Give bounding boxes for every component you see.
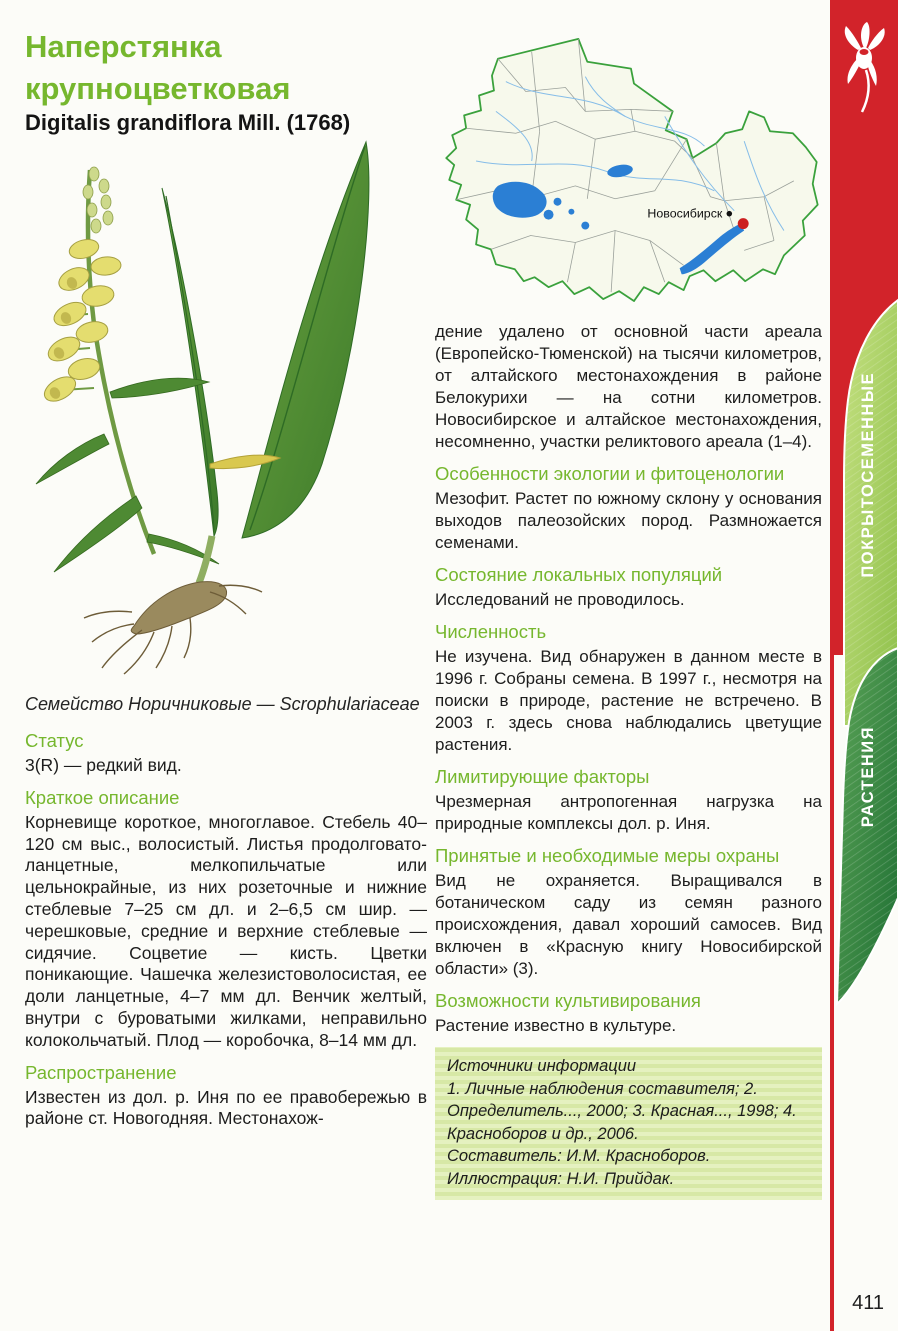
latin-name: Digitalis grandiflora Mill. (1768) <box>25 110 351 135</box>
section-heading-cultivation: Возможности культивирования <box>435 990 701 1011</box>
page-number: 411 <box>852 1292 884 1314</box>
plant-illustration <box>14 134 426 692</box>
location-marker-icon <box>738 218 749 229</box>
lower-stem <box>199 536 212 583</box>
section-body-distribution: Известен из дол. р. Иня по ее правобережью в районе ст. Новогодняя. Местонахож- <box>25 1086 427 1129</box>
section-body-limiting-factors: Чрезмерная антропогенная нагрузка на природные комплексы дол. р. Иня. <box>435 792 822 833</box>
section-heading-limiting-factors: Лимитирующие факторы <box>435 766 650 787</box>
sources-box <box>435 1047 822 1200</box>
red-rule <box>830 0 834 1331</box>
leaf-right <box>242 142 369 538</box>
section-body-cultivation: Растение известно в культуре. <box>435 1016 677 1035</box>
section-body-description: Корневище короткое, многоглавое. Стебель 40–120 см выс., волосистый. Листья продолговато-ланцетные, мелкопильчатые или цельнокрайные, из них розеточные и нижние стеблевые 7–25 см дл. и 2–6,5 см шир. — черешковые, средние и верхние стеблевые — сидячие. Соцветие — кисть. Цветки поникающие. Чашечка железистоволосистая, ее доли ланцетные, 4–7 мм дл. Венчик желтый, внутри с буроватыми жилками, неправильно колокольчатый. Плод — коробочка, 8–14 мм дл. <box>25 811 427 1050</box>
sidebar-bands <box>830 0 898 1331</box>
section-body-populations: Исследований не проводилось. <box>435 590 685 609</box>
species-title-line2: крупноцветковая <box>25 71 291 106</box>
sidebar-label-plants: РАСТЕНИЯ <box>858 726 877 828</box>
right-column <box>435 22 822 1200</box>
orchid-icon <box>840 18 890 118</box>
sidebar-label-angiosperms: ПОКРЫТОСЕМЕННЫЕ <box>858 372 877 578</box>
sources-title: Источники информации <box>447 1057 637 1075</box>
section-body-ecology: Мезофит. Растет по южному склону у основания выходов палеозойских пород. Размножается семенами. <box>435 489 822 552</box>
species-title <box>25 26 425 110</box>
city-dot-icon <box>727 211 733 217</box>
section-heading-distribution: Распространение <box>25 1061 177 1083</box>
left-column <box>25 728 427 1130</box>
section-heading-description: Краткое описание <box>25 786 180 808</box>
range-map <box>435 22 822 308</box>
section-body-status: 3(R) — редкий вид. <box>25 755 182 775</box>
section-heading-status: Статус <box>25 730 84 751</box>
flowers <box>40 236 121 406</box>
family-line: Семейство Норичниковые — Scrophulariaceae <box>25 694 420 714</box>
stem-leaf <box>110 378 209 398</box>
section-heading-abundance: Численность <box>435 621 547 642</box>
section-heading-populations: Состояние локальных популяций <box>435 564 723 585</box>
section-body-protection: Вид не охраняется. Выращивался в ботаническом саду из семян разного происхождения, давал хороший самосев. Вид включен в «Красную книгу Новосибирской области» (3). <box>435 871 822 978</box>
species-title-line1: Наперстянка <box>25 29 222 64</box>
section-heading-ecology: Особенности экологии и фитоценологии <box>435 463 785 484</box>
sources-line: Иллюстрация: Н.И. Прийдак. <box>447 1169 675 1188</box>
rhizome <box>131 582 226 634</box>
sources-line: Составитель: И.М. Красноборов. <box>447 1147 711 1165</box>
section-body-abundance: Не изучена. Вид обнаружен в данном месте в 1996 г. Собраны семена. В 1997 г., несмотря на поиски в природе, растение не встречено. В 2003 г. здесь снова наблюдались цветущие растения. <box>435 647 822 754</box>
section-heading-protection: Принятые и необходимые меры охраны <box>435 845 780 866</box>
section-body-distribution-continued: дение удалено от основной части ареала (Европейско-Тюменской) на тысячи километров, от алтайского местонахождения в районе Белокурихи — на сотни километров. Новосибирское и алтайское местонахождения, несомненно, участки реликтового ареала (1–4). <box>435 322 822 451</box>
stem-leaf <box>54 496 142 572</box>
city-label: Новосибирск <box>647 206 723 221</box>
sources-line: 1. Личные наблюдения составителя; 2. Определитель..., 2000; 3. Красная..., 1998; 4. Красноборов и др., 2006. <box>447 1079 797 1143</box>
stem-leaf <box>36 434 109 484</box>
